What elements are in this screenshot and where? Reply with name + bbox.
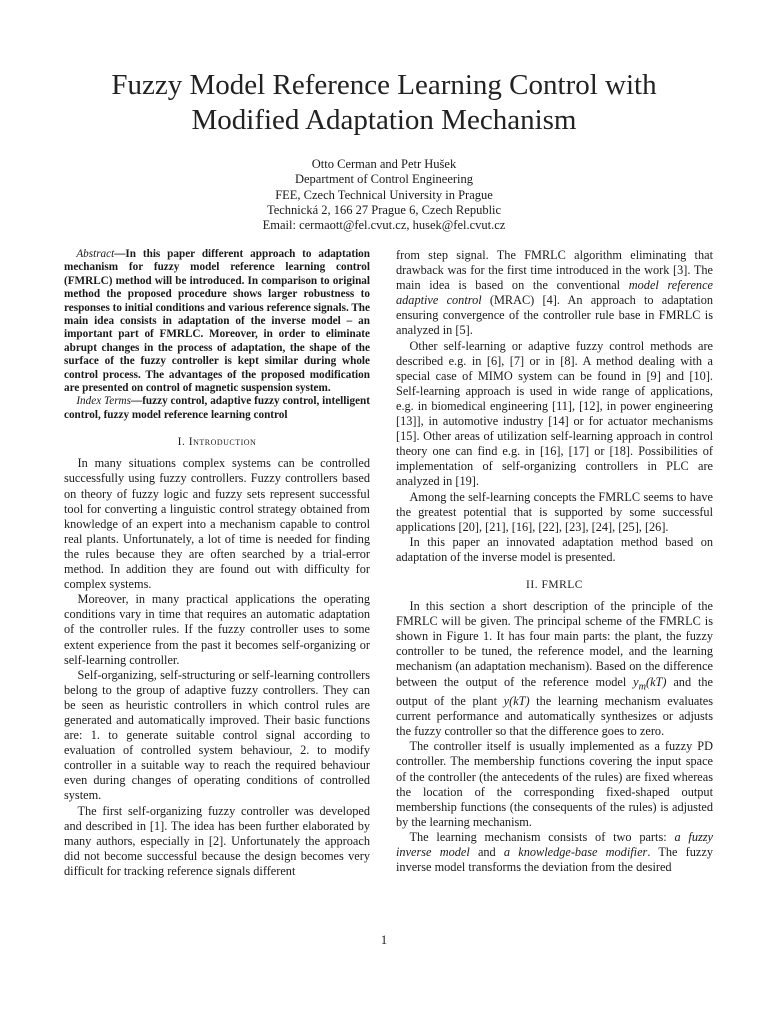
- title-line-2: Modified Adaptation Mechanism: [191, 104, 577, 136]
- section-number: II.: [526, 578, 539, 591]
- emphasis-mrac: model reference adaptive control: [396, 278, 713, 308]
- affiliation-address: Technická 2, 166 27 Prague 6, Czech Republic: [266, 202, 502, 217]
- author-block: [160, 157, 608, 233]
- fmrlc-paragraph-3: The learning mechanism consists of two parts: a fuzzy inverse model and a knowledge-base modifier. The fuzzy inverse model transforms the deviation from the desired: [396, 829, 713, 875]
- title-line-1: Fuzzy Model Reference Learning Control with: [111, 69, 657, 101]
- intro-paragraph-1: In many situations complex systems can be controlled successfully using fuzzy controllers. Fuzzy controllers based on theory of fuzzy logic and fuzzy sets represent successful tool for converting a linguistic control strategy obtained from knowledge of an expert into a mechanism capable to control real plants. Unfortunately, a lot of time is needed for finding the rules because they are often searched by a trial-error method. In addition they are found out with difficulty for complex systems.: [64, 456, 370, 592]
- author-email: Email: cermaott@fel.cvut.cz, husek@fel.cvut.cz: [262, 218, 506, 233]
- intro-paragraph-5: from step signal. The FMRLC algorithm eliminating that drawback was for the first time introduced in the work [3]. The main idea is based on the conventional model reference adaptive control (MRAC) [4]. An approach to adaptation ensuring convergence of the controller rule base in FMRLC is analyzed in [5].: [396, 248, 713, 338]
- section-title: Introduction: [188, 436, 257, 449]
- intro-paragraph-6: Other self-learning or adaptive fuzzy control methods are described e.g. in [6], [7] or in [8]. A method dealing with a special case of MIMO system can be found in [9] and [10]. Self-learning approach is used in wide range of applications, e.g. in biomedical engineering [11], [12], in power engineering [13]], in automotive industry [14] or for actuator mechanisms [15]. Other areas of utilization self-learning approach in control theory one can find e.g. in [16], [17] or [18]. Possibilities of implementation of self-organizing controllers in PLC are analyzed in [19].: [396, 338, 713, 489]
- affiliation-university: FEE, Czech Technical University in Prague: [275, 187, 493, 202]
- section-heading-fmrlc: [396, 578, 713, 593]
- index-terms-label: Index Terms: [76, 395, 131, 408]
- author-names: Otto Cerman and Petr Hušek: [311, 157, 457, 171]
- index-terms: [64, 395, 370, 422]
- intro-paragraph-8: In this paper an innovated adaptation method based on adaptation of the inverse model is presented.: [396, 534, 713, 564]
- abstract-label: Abstract: [76, 248, 115, 260]
- abstract: [64, 248, 370, 422]
- abstract-text: —In this paper different approach to adaptation mechanism for fuzzy model reference learning control (FMRLC) method will be introduced. In comparison to original method the proposed procedure shows larger robustness to responses to initial conditions and various reference signals. The main idea consists in adaptation of the inverse model – an important part of FMRLC. Moreover, in order to eliminate abrupt changes in the process of adaptation, the shape of the surface of the fuzzy controller is kept similar during whole control process. The advantages of the proposed modification are presented on control of magnetic suspension system.: [64, 248, 370, 395]
- left-column: [64, 248, 370, 879]
- abstract-paragraph: [64, 248, 370, 395]
- math-ym: $y_m(kT)$: [633, 674, 667, 692]
- fmrlc-paragraph-1: In this section a short description of the principle of the FMRLC will be given. The principal scheme of the FMRLC is shown in Figure 1. It has four main parts: the plant, the fuzzy controller to be tuned, the reference model, and the learning mechanism (an adaptation mechanism). Based on the difference between the output of the reference model $y_m(kT)$ and the output of the plant y(kT) the learning mechanism evaluates current performance and automatically synthesizes or adjusts the fuzzy controller so that the difference goes to zero.: [396, 599, 714, 739]
- paper-title: [60, 68, 708, 138]
- emphasis-inverse-model: a fuzzy inverse model: [396, 829, 713, 860]
- index-terms-text: —fuzzy control, adaptive fuzzy control, intelligent control, fuzzy model reference learning control: [64, 395, 370, 421]
- intro-paragraph-4: The first self-organizing fuzzy controller was developed and described in [1]. The idea has been further elaborated by many authors, especially in [2]. Unfortunately the approach did not become successful because the design becomes very difficult for tracking reference signals different: [64, 803, 370, 878]
- intro-paragraph-2: Moreover, in many practical applications the operating conditions vary in time that requires an automatic adaptation of the controller rules. If the fuzzy controller uses to some extent experience from the past it becomes self-organizing or self-learning controller.: [64, 592, 370, 667]
- section-title: FMRLC: [541, 578, 583, 591]
- fmrlc-paragraph-2: The controller itself is usually implemented as a fuzzy PD controller. The membership functions covering the input space of the controller (the antecedents of the rules) are fixed whereas the location of the corresponding fixed-shaped output membership functions (the consequents of the rules) is adjusted by the learning mechanism.: [396, 739, 713, 829]
- right-column: [396, 248, 713, 875]
- intro-paragraph-3: Self-organizing, self-structuring or self-learning controllers belong to the group of adaptive fuzzy controllers. They can be seen as heuristic controllers in which control rules are generated and automatically improved. Their basic functions are: 1. to generate suitable control signal according to evaluation of controlled system behaviour, 2. to modify controller in a suitable way to reach the required behaviour even during changes of operating conditions of controlled system.: [64, 667, 370, 803]
- math-y: y(kT): [503, 694, 530, 709]
- section-number: I.: [177, 436, 186, 449]
- page-number: 1: [380, 933, 388, 947]
- section-heading-introduction: [64, 435, 370, 450]
- emphasis-kb-modifier: a knowledge-base modifier: [503, 845, 648, 860]
- affiliation-department: Department of Control Engineering: [294, 172, 474, 187]
- intro-paragraph-7: Among the self-learning concepts the FMRLC seems to have the greatest potential that is supported by some successful applications [20], [21], [16], [22], [23], [24], [25], [26].: [396, 489, 713, 534]
